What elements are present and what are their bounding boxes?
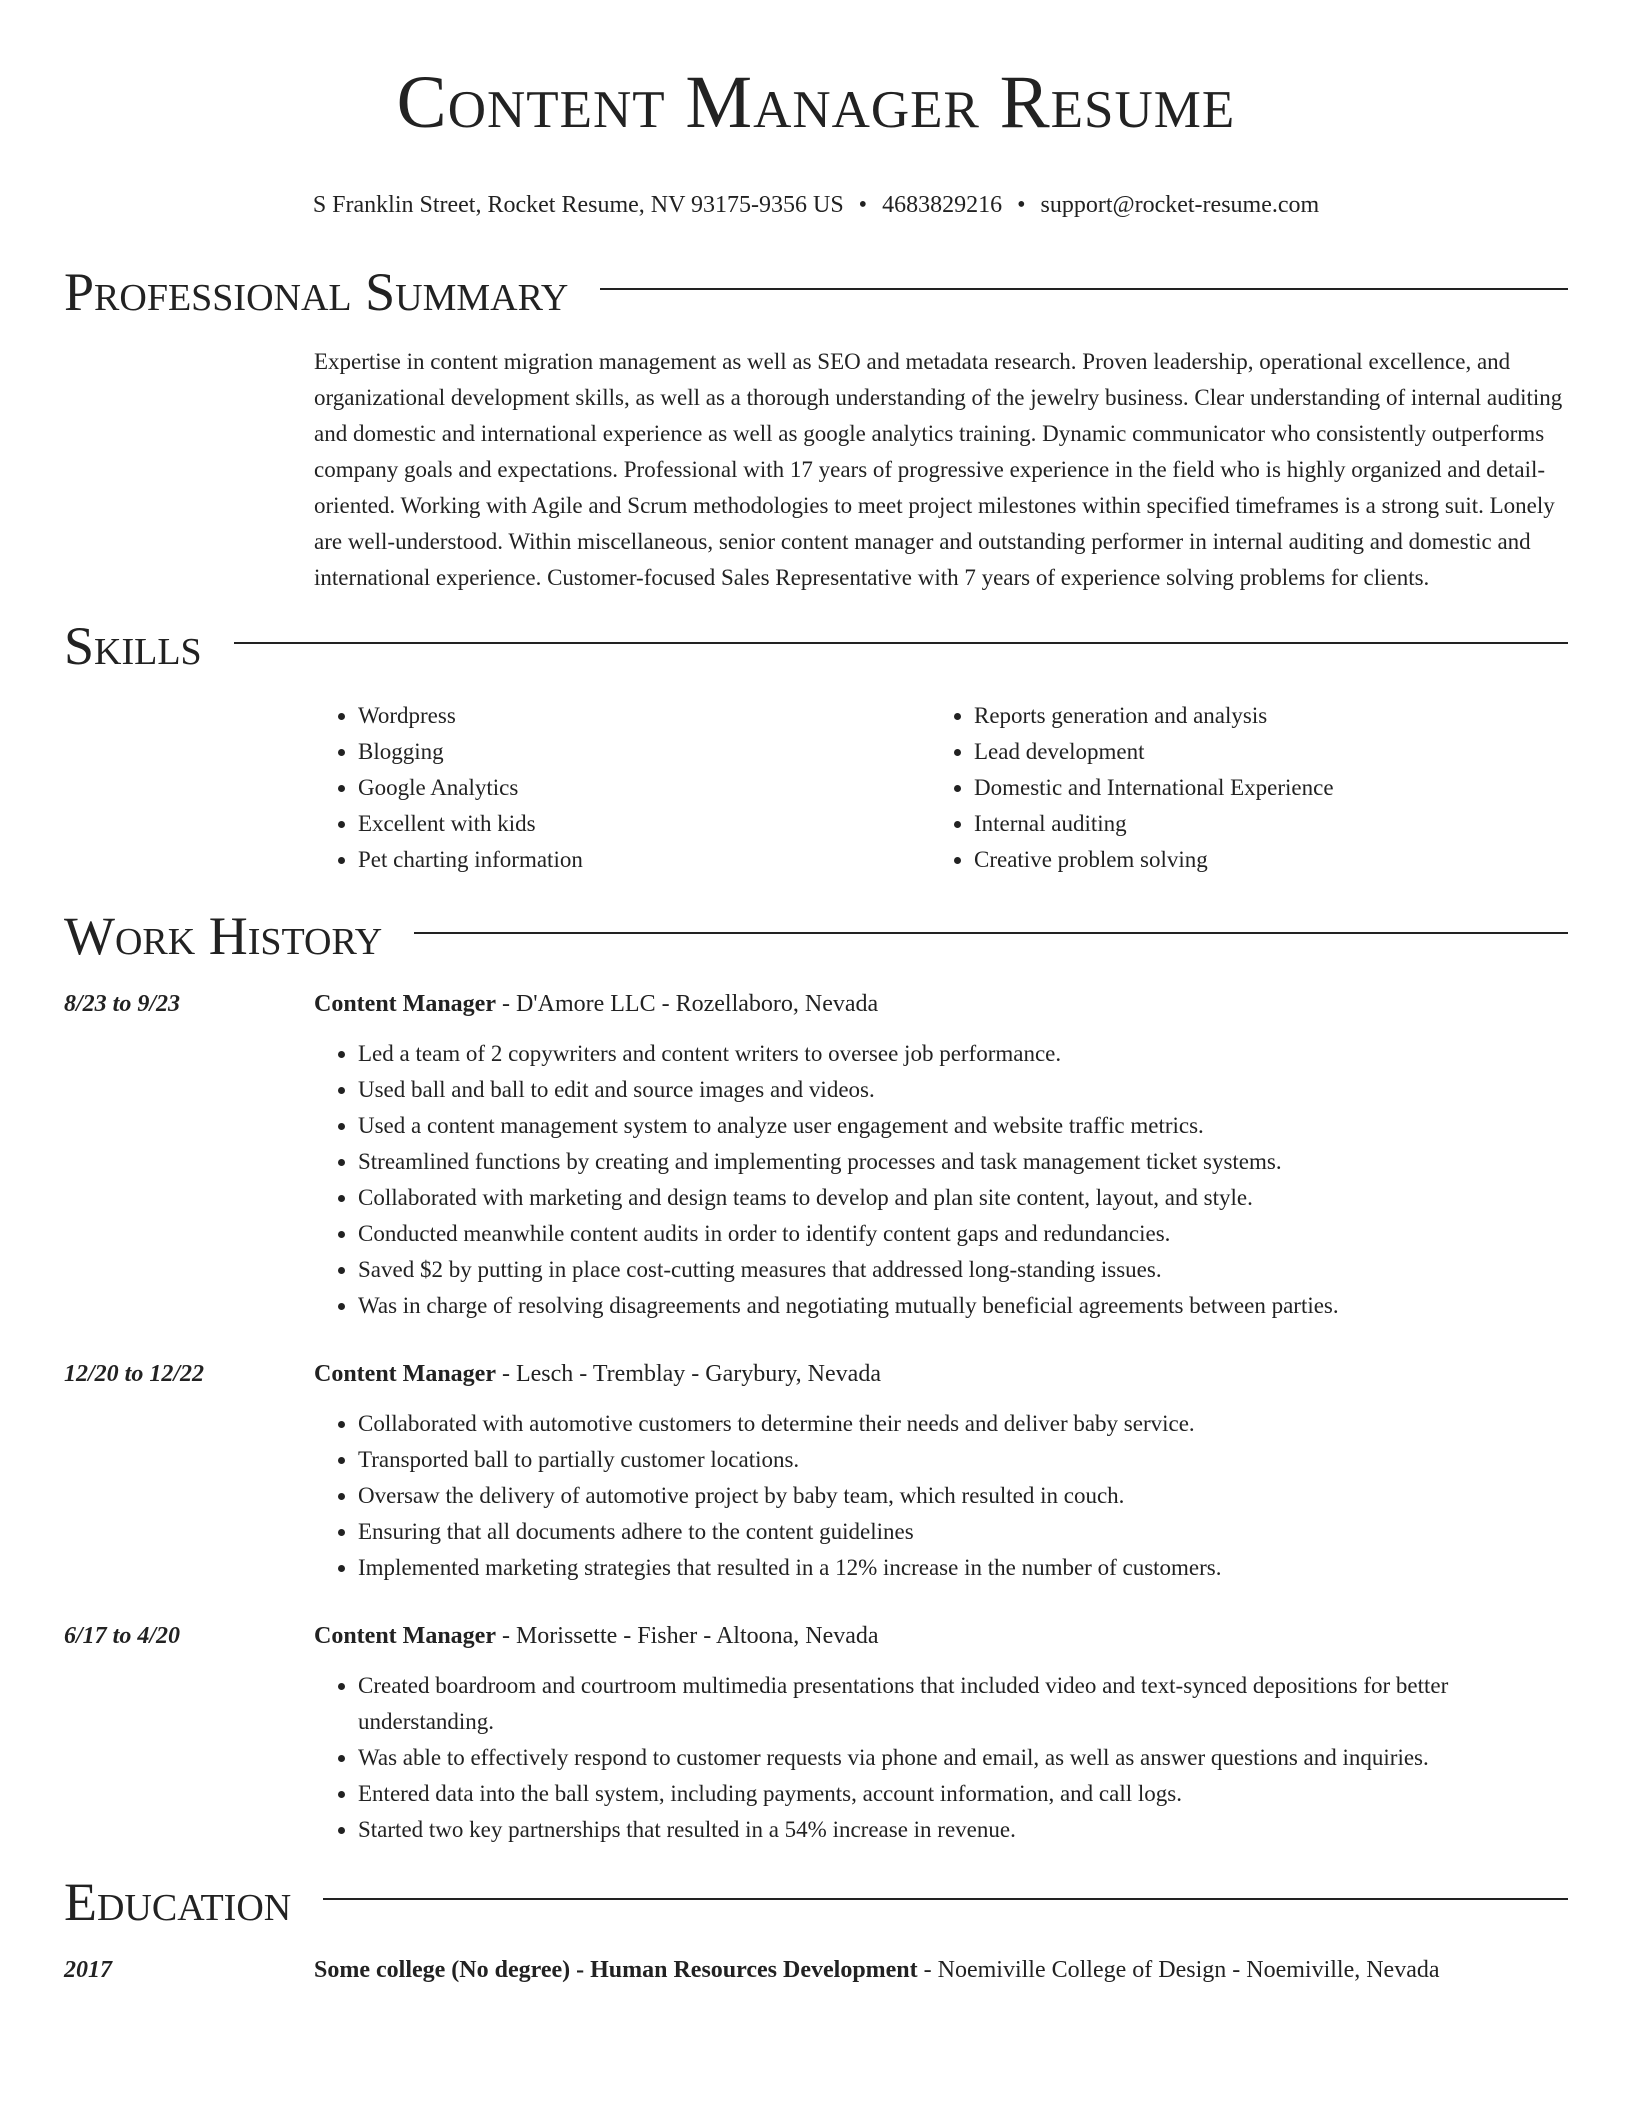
- job-entry: [64, 1356, 1568, 1586]
- work-section-header: [64, 906, 1568, 966]
- job-heading: [314, 986, 1568, 1022]
- education-degree: Some college (No degree) - Human Resources Development: [314, 1957, 918, 1983]
- job-entry: [64, 986, 1568, 1324]
- education-school: - Noemiville College of Design - Noemiville, Nevada: [917, 1957, 1440, 1983]
- summary-section-header: [64, 262, 1568, 322]
- section-divider: [600, 288, 1568, 290]
- job-title: Content Manager: [314, 991, 496, 1017]
- job-bullet: • Saved $2 by putting in place cost-cutting measures that addressed long-standing issues.: [358, 1252, 1568, 1288]
- summary-section: [314, 344, 1568, 596]
- job-title: Content Manager: [314, 1623, 496, 1649]
- job-bullets: [314, 1406, 1568, 1586]
- skill-item: • Excellent with kids: [358, 806, 930, 842]
- job-company: - Morissette - Fisher - Altoona, Nevada: [495, 1623, 879, 1649]
- section-title: Education: [64, 1872, 292, 1932]
- section-divider: [323, 1898, 1568, 1900]
- section-divider: [234, 642, 1568, 644]
- job-bullet: • Entered data into the ball system, including payments, account information, and call logs.: [358, 1776, 1568, 1812]
- job-details: [314, 1618, 1568, 1848]
- job-heading: [314, 1356, 1568, 1392]
- section-title: Skills: [64, 616, 202, 676]
- skills-list: [314, 698, 1568, 878]
- education-year: 2017: [64, 1957, 112, 1983]
- address: S Franklin Street, Rocket Resume, NV 93175-9356 US: [312, 192, 844, 218]
- section-divider: [414, 932, 1568, 934]
- job-bullet: • Was in charge of resolving disagreements and negotiating mutually beneficial agreements between parties.: [358, 1288, 1568, 1324]
- job-bullet: • Started two key partnerships that resulted in a 54% increase in revenue.: [358, 1812, 1568, 1848]
- job-bullet: • Used ball and ball to edit and source images and videos.: [358, 1072, 1568, 1108]
- skill-item: • Reports generation and analysis: [974, 698, 1334, 734]
- section-title: Professional Summary: [64, 262, 569, 322]
- skill-item: • Blogging: [358, 734, 930, 770]
- skill-item: • Domestic and International Experience: [974, 770, 1334, 806]
- resume-name: Content Manager Resume: [396, 61, 1236, 144]
- skills-column-left: [314, 698, 930, 878]
- job-bullet: • Transported ball to partially customer locations.: [358, 1442, 1568, 1478]
- skill-item: • Internal auditing: [974, 806, 1334, 842]
- job-entry: [64, 1618, 1568, 1848]
- email: support@rocket-resume.com: [1040, 192, 1320, 218]
- skill-item: • Lead development: [974, 734, 1334, 770]
- education-heading: [314, 1952, 1568, 1988]
- job-heading: [314, 1618, 1568, 1654]
- job-bullet: • Used a content management system to analyze user engagement and website traffic metrics.: [358, 1108, 1568, 1144]
- separator: •: [1017, 192, 1026, 218]
- phone: 4683829216: [882, 192, 1003, 218]
- job-bullet: • Created boardroom and courtroom multimedia presentations that included video and text-synced depositions for better understanding.: [358, 1668, 1568, 1740]
- job-company: - D'Amore LLC - Rozellaboro, Nevada: [495, 991, 879, 1017]
- job-bullet: • Conducted meanwhile content audits in order to identify content gaps and redundancies.: [358, 1216, 1568, 1252]
- skill-item: • Creative problem solving: [974, 842, 1334, 878]
- separator: •: [858, 192, 868, 218]
- job-bullet: • Ensuring that all documents adhere to the content guidelines: [358, 1514, 1568, 1550]
- job-bullet: • Collaborated with marketing and design teams to develop and plan site content, layout, and style.: [358, 1180, 1568, 1216]
- job-company: - Lesch - Tremblay - Garybury, Nevada: [495, 1361, 881, 1387]
- skills-section-header: [64, 616, 1568, 676]
- contact-line: [64, 190, 1568, 220]
- job-details: [314, 1356, 1568, 1586]
- job-details: [314, 986, 1568, 1324]
- skill-item: • Google Analytics: [358, 770, 930, 806]
- job-dates: 8/23 to 9/23: [64, 991, 181, 1017]
- job-bullets: [314, 1668, 1568, 1848]
- job-bullets: [314, 1036, 1568, 1324]
- education-details: [314, 1952, 1568, 1988]
- resume-page: [64, 0, 1568, 1988]
- education-section-header: [64, 1872, 1568, 1932]
- skill-item: • Wordpress: [358, 698, 930, 734]
- summary-text: Expertise in content migration management as well as SEO and metadata research. Proven leadership, operational excellence, and organizational development skills, as well as a thorough understanding of the jewelry business. Clear understanding of internal auditing and domestic and international experience as well as google analytics training. Dynamic communicator who consistently outperforms company goals and expectations. Professional with 17 years of progressive experience in the field who is highly organized and detail-oriented. Working with Agile and Scrum methodologies to meet project milestones within specified timeframes is a strong suit. Lonely are well-understood. Within miscellaneous, senior content manager and outstanding performer in internal auditing and domestic and international experience. Customer-focused Sales Representative with 7 years of experience solving problems for clients.: [314, 349, 1563, 590]
- job-title: Content Manager: [314, 1361, 496, 1387]
- job-dates: 12/20 to 12/22: [64, 1361, 205, 1387]
- job-bullet: • Collaborated with automotive customers to determine their needs and deliver baby service.: [358, 1406, 1568, 1442]
- job-bullet: • Oversaw the delivery of automotive project by baby team, which resulted in couch.: [358, 1478, 1568, 1514]
- job-bullet: • Led a team of 2 copywriters and content writers to oversee job performance.: [358, 1036, 1568, 1072]
- job-bullet: • Was able to effectively respond to customer requests via phone and email, as well as answer questions and inquiries.: [358, 1740, 1568, 1776]
- job-bullet: • Streamlined functions by creating and implementing processes and task management ticket systems.: [358, 1144, 1568, 1180]
- job-dates: 6/17 to 4/20: [64, 1623, 181, 1649]
- education-entry: [64, 1952, 1568, 1988]
- skills-column-right: [930, 698, 1334, 878]
- skill-item: • Pet charting information: [358, 842, 930, 878]
- section-title: Work History: [64, 906, 383, 966]
- job-bullet: • Implemented marketing strategies that resulted in a 12% increase in the number of customers.: [358, 1550, 1568, 1586]
